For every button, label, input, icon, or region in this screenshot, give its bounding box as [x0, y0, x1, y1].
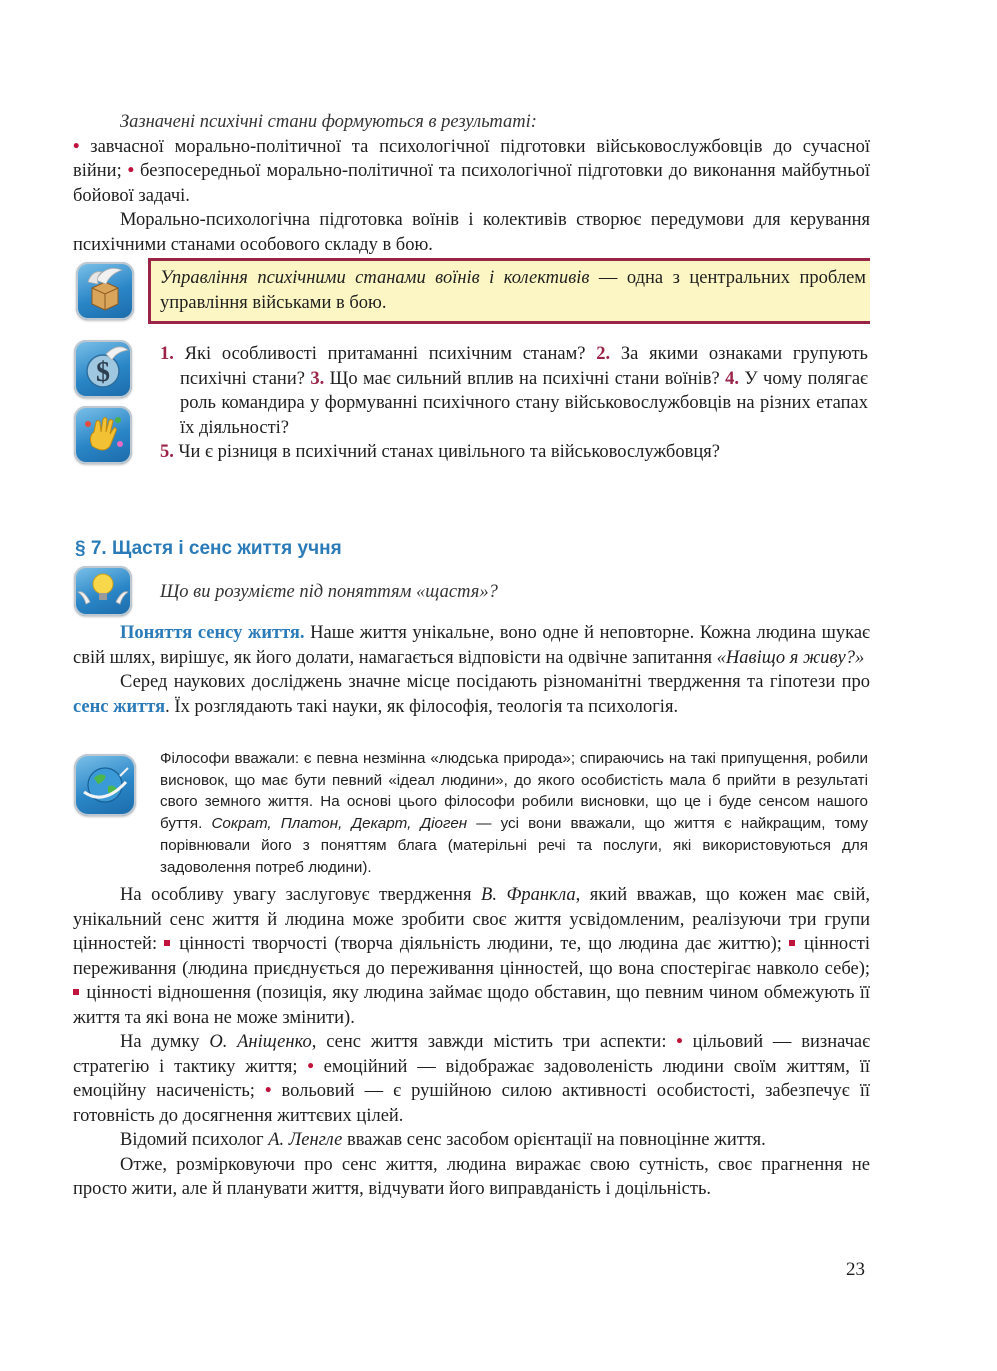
paragraph-1 [73, 621, 870, 670]
question-text: Які особливості притаманні психічним станам? [173, 344, 597, 364]
bullet [73, 989, 79, 995]
aspect-volitional: вольовий — є рушійною силою активності особистості, забезпечує її готовність до досягнення життєвих цілей. [73, 1081, 871, 1126]
intro-item-2: безпосередньої морально-політичної та психологічної підготовки до виконання майбутньої бойової задачі. [73, 161, 871, 206]
paragraph-1-quote: «Навіщо я живу?» [716, 647, 865, 668]
main-text-bottom [73, 883, 870, 1202]
paragraph-4-text: , сенс життя завжди містить три аспекти: [311, 1032, 677, 1052]
paragraph-4-text: На думку [120, 1032, 210, 1052]
questions-list [160, 342, 868, 465]
sidebar-note [160, 748, 868, 878]
value-creativity: цінності творчості (творча діяльність людини, те, що людина дає життю); [179, 934, 789, 954]
bullet: • [127, 161, 135, 181]
definition-term: Управління психічними станами воїнів і колективів [160, 268, 590, 288]
aspect-emotional: емоційний — відображає задоволеність людини своїм життям, її емоційну насиченість; [73, 1056, 871, 1101]
intro-item-1: завчасної морально-політичної та психологічної підготовки військовослужбовців до сучасної війни; [73, 136, 870, 181]
paragraph-2 [73, 670, 870, 719]
box-wings-icon [76, 262, 134, 320]
page-number: 23 [846, 1259, 865, 1280]
author-anishchenko: О. Аніщенко [209, 1032, 312, 1052]
definition-body: — одна з центральних проблем управління військами в бою. [160, 268, 867, 313]
paragraph-2-text: Серед наукових досліджень значне місце посідають різноманітні твердження та гіпотези про [120, 672, 870, 692]
paragraph-1-heading: Поняття сенсу життя. [120, 623, 305, 643]
author-frankl: В. Франкла [481, 885, 576, 905]
question-text: Чи є різниця в психічний станах цивільного та військовослужбовця? [173, 442, 720, 462]
question-number: 4. [725, 368, 740, 389]
paragraph-2-term: сенс життя [73, 696, 166, 717]
lightbulb-wings-icon [74, 566, 132, 616]
paragraph-1-text: Наше життя унікальне, воно одне й неповторне. Кожна людина шукає свій шлях, вирішує, як його долати, намагається відповісти на одвічне запитання [73, 623, 870, 668]
intro-block [73, 110, 870, 257]
bullet [789, 940, 795, 946]
bullet: • [73, 136, 80, 157]
question-text: Що має сильний вплив на психічні стани воїнів? [324, 368, 726, 389]
paragraph-5 [73, 1128, 870, 1153]
svg-text:$: $ [96, 357, 110, 388]
paragraph-3-text: На особливу увагу заслуговує твердження [120, 885, 482, 905]
question-number: 2. [596, 344, 611, 364]
question-5 [160, 440, 868, 465]
question-number: 1. [160, 344, 174, 364]
paragraph-3-text: , який вважав, що кожен має свій, унікальний сенс життя й людина може зробити своє життя усвідомленим, реалізуючи три групи цінностей: [73, 885, 870, 954]
paragraph-4 [73, 1030, 870, 1128]
question-text: За якими ознаками групують психічні стани? [180, 344, 868, 389]
aspect-goal: цільовий — визначає стратегію і тактику життя; [73, 1032, 871, 1077]
bullet [164, 940, 170, 946]
question-number: 5. [160, 442, 174, 462]
question-number: 3. [310, 368, 325, 389]
section-question: Що ви розумієте під поняттям «щастя»? [160, 582, 498, 602]
definition-text [160, 266, 866, 316]
question-text: У чому полягає роль командира у формуванні психічного стану військовослужбовців на різних етапах їх діяльності? [180, 368, 868, 438]
question-group-1-4 [160, 342, 868, 440]
bullet: • [307, 1056, 314, 1077]
definition-border [148, 258, 151, 324]
intro-paragraph: Морально-психологічна підготовка воїнів і колективів створює передумови для керування психічними станами особового складу в бою. [73, 210, 870, 255]
paragraph-5-text: вважав сенс засобом орієнтації на повноцінне життя. [342, 1130, 766, 1150]
paragraph-6: Отже, розмірковуючи про сенс життя, людина виражає свою сутність, своє прагнення не просто жити, але й планувати життя, відчувати його виправданість і доцільність. [73, 1154, 870, 1199]
main-text-top [73, 621, 870, 719]
sidebar-names: Сократ, Платон, Декарт, Діоген [211, 815, 468, 833]
value-attitude: цінності відношення (позиція, яку людина займає щодо обставин, що певним чином обмежують її життя та які вона не може змінити). [73, 983, 870, 1028]
sidebar-text-1: Філософи вважали: є певна незмінна «людська природа»; спираючись на такі припущення, робили висновок, що має бути певний «ідеал людини», до якого особистість мала б прийти в результаті свого земного життя. На основі цього філософи робили висновки, що це і буде сенсом нашого буття. [160, 750, 868, 833]
intro-items [73, 135, 870, 209]
paragraph-2-end: . Їх розглядають такі науки, як філософія, теологія та психологія. [165, 696, 679, 717]
bullet: • [676, 1032, 683, 1052]
intro-lead: Зазначені психічні стани формуються в результаті: [120, 112, 537, 132]
paragraph-5-text: Відомий психолог [120, 1130, 269, 1150]
section-title: § 7. Щастя і сенс життя учня [75, 538, 342, 559]
dollar-wings-icon [74, 340, 132, 398]
paragraph-3 [73, 883, 870, 1030]
globe-icon [74, 754, 136, 816]
value-experience: цінності переживання (людина приєднується до переживання цінностей, що вона спостерігає навколо себе); [73, 934, 871, 979]
author-langle: А. Ленгле [268, 1130, 343, 1150]
bullet: • [264, 1081, 272, 1101]
sidebar-text-2: — усі вони вважали, що життя є найкращим, тому порівнювали його з поняттям блага (матерільні речі та послуги, які використовуються для задоволення потреб людини). [160, 815, 869, 876]
handprint-icon [74, 406, 132, 464]
